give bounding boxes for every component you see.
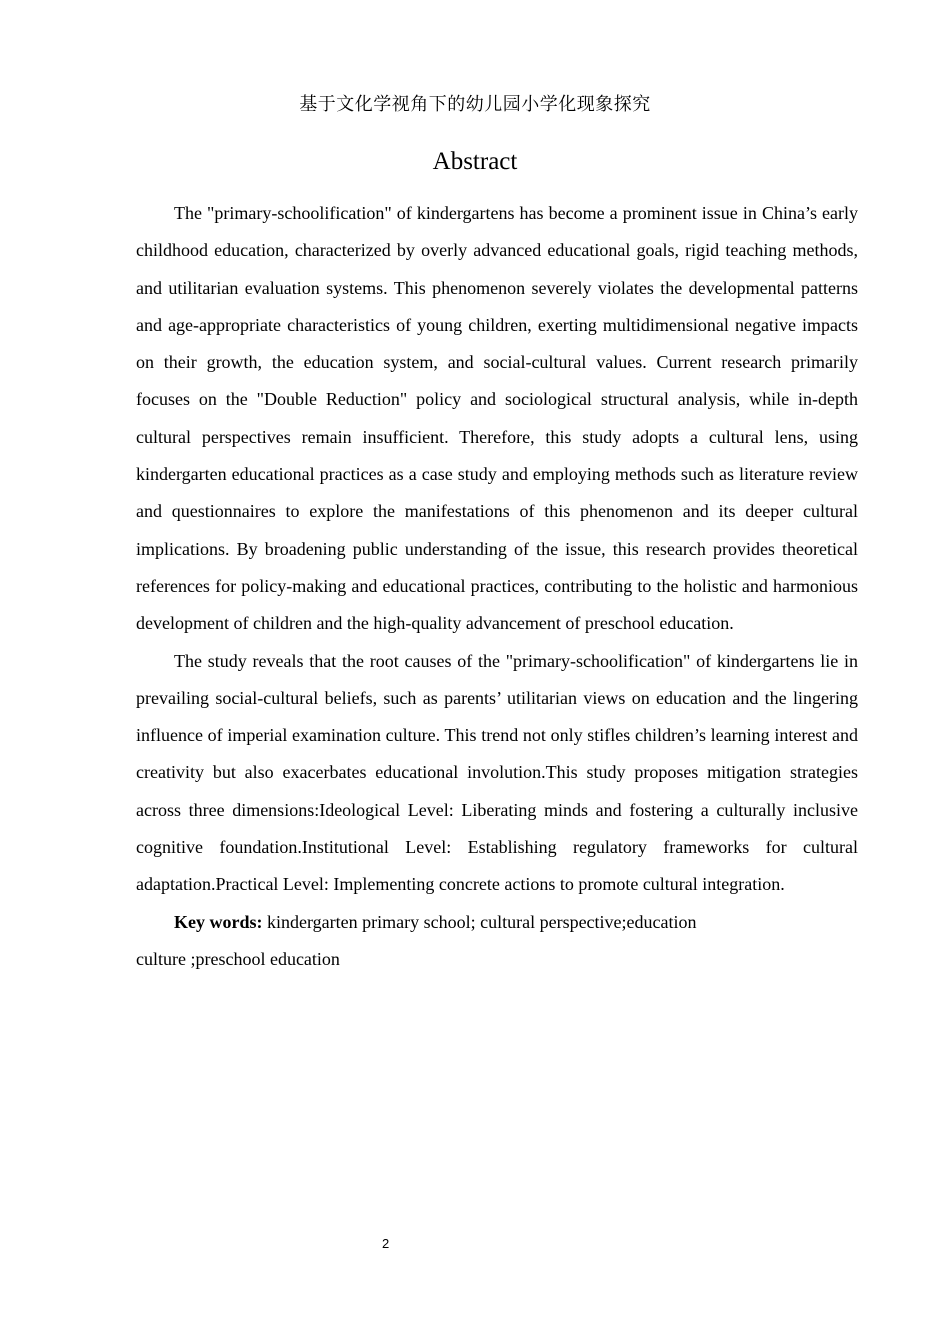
abstract-paragraph-1: The "primary-schoolification" of kindergartens has become a prominent issue in China’s early childhood education, characterized by overly advanced educational goals, rigid teaching methods, and utilitarian evaluation systems. This phenomenon severely violates the developmental patterns and age-appropriate characteristics of young children, exerting multidimensional negative impacts on their growth, the education system, and social-cultural values. Current research primarily focuses on the "Double Reduction" policy and sociological structural analysis, while in-depth cultural perspectives remain insufficient. Therefore, this study adopts a cultural lens, using kindergarten educational practices as a case study and employing methods such as literature review and questionnaires to explore the manifestations of this phenomenon and its deeper cultural implications. By broadening public understanding of the issue, this research provides theoretical references for policy-making and educational practices, contributing to the holistic and harmonious development of children and the high-quality advancement of preschool education. <box>136 203 858 634</box>
abstract-paragraph-2: The study reveals that the root causes of the "primary-schoolification" of kindergartens lie in prevailing social-cultural beliefs, such as parents’ utilitarian views on education and the lingering influence of imperial examination culture. This trend not only stifles children’s learning interest and creativity but also exacerbates educational involution.This study proposes mitigation strategies across three dimensions:Ideological Level: Liberating minds and fostering a culturally inclusive cognitive foundation.Institutional Level: Establishing regulatory frameworks for cultural adaptation.Practical Level: Implementing concrete actions to promote cultural integration. <box>136 650 858 895</box>
keywords-text-line2: culture ;preschool education <box>136 948 340 969</box>
running-header: 基于文化学视角下的幼儿园小学化现象探究 <box>299 94 651 115</box>
keywords-line <box>136 904 858 979</box>
keywords-label: Key words: <box>174 911 263 932</box>
abstract-title: Abstract <box>432 148 518 175</box>
page-number: 2 <box>382 1236 390 1251</box>
abstract-body <box>136 195 858 978</box>
keywords-text-line1: kindergarten primary school; cultural perspective;education <box>262 911 697 932</box>
